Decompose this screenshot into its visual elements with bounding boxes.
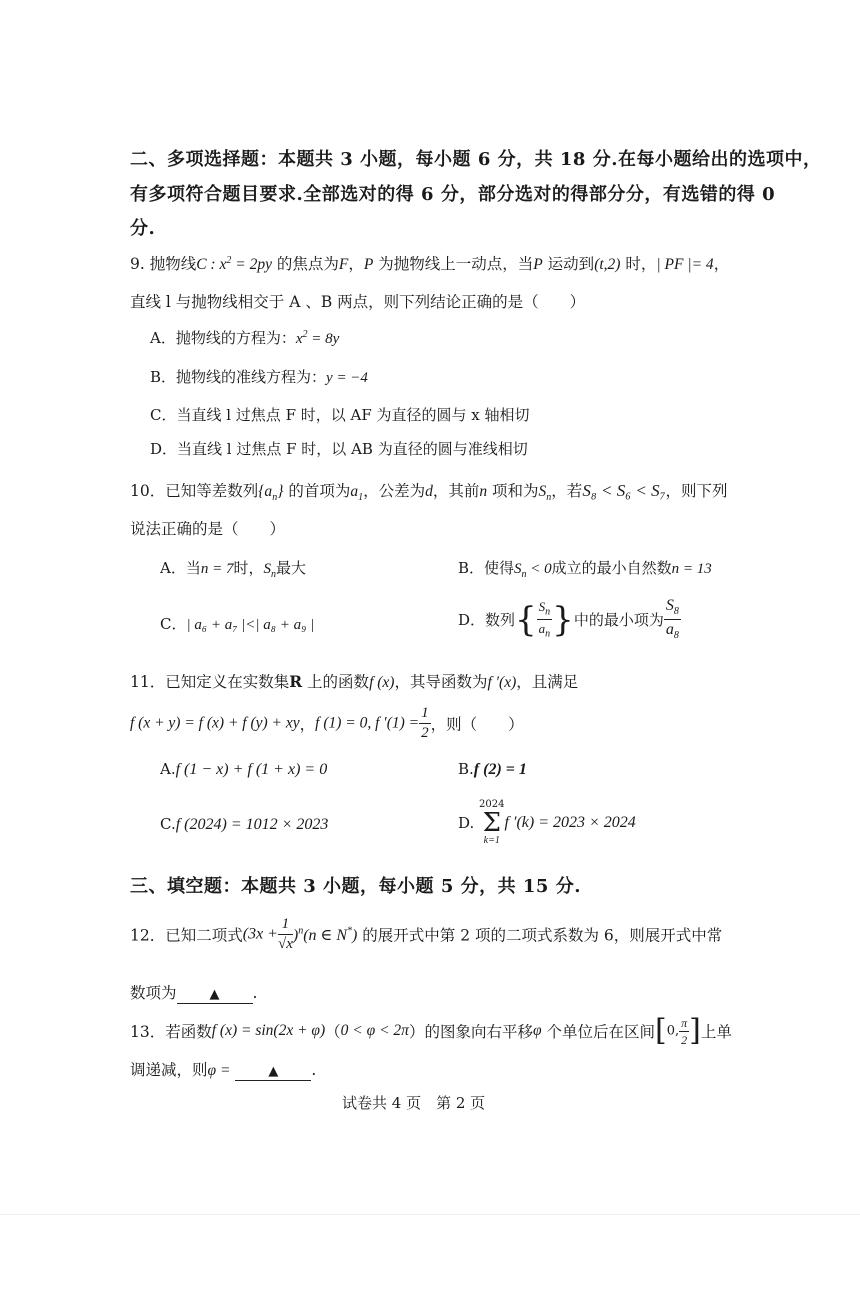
q11-stem-line1: 11．已知定义在实数集R 上的函数f (x)，其导函数为f ′(x)，且满足 xyxy=(130,672,579,691)
q10-option-a: A．当n = 7时，$S_n$最大 xyxy=(160,559,306,580)
q10-option-b: B．使得$S_n < 0$成立的最小自然数n = 13 xyxy=(458,559,712,580)
q11-option-a: A.f (1 − x) + f (1 + x) = 0 xyxy=(160,760,328,778)
section2-heading-line2: 有多项符合题目要求.全部选对的得 6 分，部分选对的得部分分，有选错的得 0 xyxy=(130,184,776,205)
section2-heading-line1: 二、多项选择题：本题共 3 小题，每小题 6 分，共 18 分.在每小题给出的选项中， xyxy=(130,149,822,170)
q11-sum-symbol: 2024 Σ k=1 xyxy=(479,799,505,846)
q9-option-d: D．当直线 l 过焦点 F 时，以 AB 为直径的圆与准线相切 xyxy=(150,440,528,458)
q12-stem-line1: 12．已知二项式(3x + $\frac{1}{√x}$ )$^n$(n ∈ N*) 的展开式中第 2 项的二项式系数为 6，则展开式中常 xyxy=(130,916,723,952)
q12-stem-line2: 数项为 ▲ . xyxy=(130,984,258,1002)
scan-edge-line xyxy=(0,1214,860,1215)
q9-stem-line2: 直线 l 与抛物线相交于 A 、B 两点，则下列结论正确的是（ ） xyxy=(130,293,586,311)
q13-stem-line2: 调递减，则φ = ▲ . xyxy=(130,1061,317,1079)
q10-option-d: D．数列{ $\frac{S_n}{a_n}$ }中的最小项为 $\frac{S_8}{a_8}$ xyxy=(458,597,679,642)
section3-heading: 三、填空题：本题共 3 小题，每小题 5 分，共 15 分. xyxy=(130,876,581,897)
q12-answer-blank[interactable]: ▲ xyxy=(177,987,253,1004)
q9-eq: C : $x^2 = 2py$ xyxy=(196,254,272,273)
section2-heading-line3: 分. xyxy=(130,218,156,239)
q11-option-b: B.f (2) = 1 xyxy=(458,760,527,778)
q13-answer-blank[interactable]: ▲ xyxy=(235,1064,311,1081)
q9-option-b: B．抛物线的准线方程为：y = −4 xyxy=(150,368,368,386)
q10-stem-line1: 10．已知等差数列$\{a_n\}$ 的首项为$a_1$，公差为d，其前n 项和为$S_n$，若S₈ < S₆ < S₇，则下列 xyxy=(130,481,728,504)
q9-option-c: C．当直线 l 过焦点 F 时，以 AF 为直径的圆与 x 轴相切 xyxy=(150,406,530,424)
page-footer: 试卷共 4 页 第 2 页 xyxy=(342,1094,486,1112)
q13-stem-line1: 13．若函数f (x) = sin(2x + φ)（0 < φ < 2π）的图象向右平移φ 个单位后在区间[0, $\frac{\pi}{2}$ ]上单 xyxy=(130,1013,732,1048)
q11-option-c: C.f (2024) = 1012 × 2023 xyxy=(160,815,329,833)
q11-stem-line2: f (x + y) = f (x) + f (y) + xy，f (1) = 0, f ′(1) = $\frac{1}{2}$ ，则（ ） xyxy=(130,705,524,741)
q9-stem-line1: 9. 抛物线C : $x^2 = 2py$ 的焦点为F，P 为抛物线上一动点，当P 运动到(t,2) 时，| PF |= 4， xyxy=(130,254,730,273)
q10-stem-line2: 说法正确的是（ ） xyxy=(130,520,286,538)
q11-option-d: D. 2024 Σ k=1 f ′(k) = 2023 × 2024 xyxy=(458,799,636,846)
q9-option-a: A．抛物线的方程为：$x^2 = 8y$ xyxy=(150,329,340,347)
q10-option-c: C．| a₆ + a₇ |<| a₈ + a₉ | xyxy=(160,615,315,633)
q9-text: 9. 抛物线 xyxy=(130,255,197,273)
